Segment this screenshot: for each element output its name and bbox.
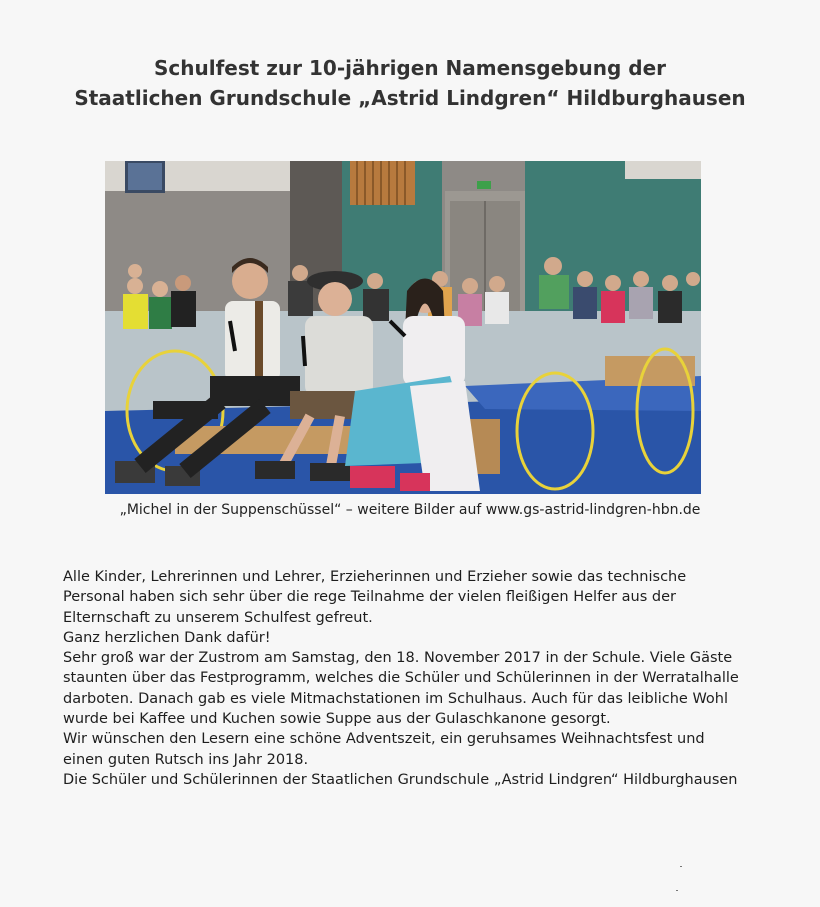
article-line: staunten über das Festprogramm, welches die Schüler und Schülerinnen in der Werratalhalle (63, 670, 739, 687)
article-line: einen guten Rutsch ins Jahr 2018. (63, 751, 309, 768)
article-line: wurde bei Kaffee und Kuchen sowie Suppe aus der Gulaschkanone gesorgt. (63, 711, 611, 728)
article-line: Personal haben sich sehr über die rege Teilnahme der vielen fleißigen Helfer aus der (63, 589, 676, 606)
article-body (63, 567, 763, 790)
article-line: Sehr groß war der Zustrom am Samstag, den 18. November 2017 in der Schule. Viele Gäste (63, 650, 733, 667)
photo-caption: „Michel in der Suppenschüssel“ – weitere Bilder auf www.gs-astrid-lindgren-hbn.de (119, 502, 701, 518)
scan-speck (680, 866, 682, 867)
article-line: Elternschaft zu unserem Schulfest gefreut. (63, 609, 373, 626)
article-line: Alle Kinder, Lehrerinnen und Lehrer, Erzieherinnen und Erzieher sowie das technische (63, 569, 687, 585)
event-photo (105, 161, 701, 494)
article-line: darboten. Danach gab es viele Mitmachstationen im Schulhaus. Auch für das leibliche Wohl (63, 690, 729, 707)
document-title-line-2: Staatlichen Grundschule „Astrid Lindgren“ Hildburghausen (74, 86, 746, 110)
scan-speck (676, 890, 678, 891)
article-line: Wir wünschen den Lesern eine schöne Adventszeit, ein geruhsames Weihnachtsfest und (63, 731, 705, 748)
document-title-line-1: Schulfest zur 10-jährigen Namensgebung der (154, 56, 666, 80)
article-line: Die Schüler und Schülerinnen der Staatlichen Grundschule „Astrid Lindgren“ Hildburghausen (63, 771, 738, 788)
article-line: Ganz herzlichen Dank dafür! (63, 629, 271, 646)
